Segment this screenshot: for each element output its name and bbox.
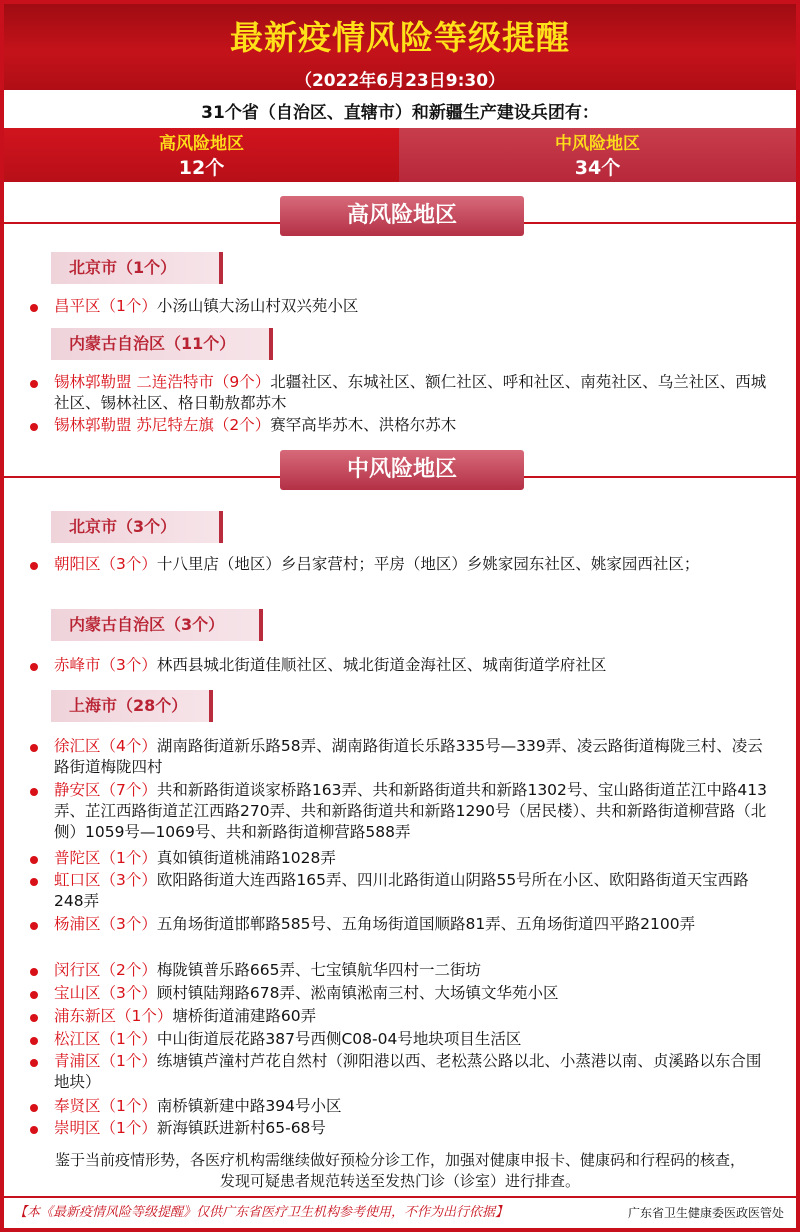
medium-risk-count-label: 中风险地区 xyxy=(555,134,640,154)
region-detail: 湖南路街道新乐路58弄、湖南路街道长乐路335号—339弄、凌云路街道梅陇三村、凌云路街道梅陇四村 xyxy=(54,737,763,776)
list-item xyxy=(36,415,776,436)
bullet-icon xyxy=(30,663,38,671)
province-beijing-high: 北京市（1个） xyxy=(51,252,223,284)
bullet-icon xyxy=(30,788,38,796)
list-item xyxy=(36,1029,776,1050)
region-detail: 中山街道辰花路387号西侧C08-04号地块项目生活区 xyxy=(156,1030,522,1048)
medium-risk-section-title: 中风险地区 xyxy=(280,450,524,490)
list-item xyxy=(36,655,776,676)
high-risk-section-header xyxy=(4,196,796,248)
region-name: 普陀区（1个） xyxy=(54,849,157,867)
medium-risk-count-box xyxy=(399,128,796,182)
region-detail: 赛罕高毕苏木、洪格尔苏木 xyxy=(270,416,457,434)
high-risk-count-label: 高风险地区 xyxy=(159,134,244,154)
region-detail: 真如镇街道桃浦路1028弄 xyxy=(156,849,336,867)
high-risk-count-value: 12个 xyxy=(178,157,225,179)
region-name: 锡林郭勒盟 苏尼特左旗（2个） xyxy=(54,416,271,434)
list-item xyxy=(36,372,776,414)
list-item xyxy=(36,914,776,935)
region-detail: 五角场街道邯郸路585号、五角场街道国顺路81弄、五角场街道四平路2100弄 xyxy=(156,915,696,933)
region-name: 浦东新区（1个） xyxy=(54,1007,173,1025)
region-detail: 共和新路街道谈家桥路163弄、共和新路街道共和新路1302号、宝山路街道芷江中路413弄、芷江西路街道芷江西路270弄、共和新路街道共和新路1290号（居民楼）、共和新路街道柳营路（北侧）1059号—1069号、共和新路街道柳营路588弄 xyxy=(54,781,767,841)
list-item xyxy=(36,870,776,912)
province-neimenggu-high: 内蒙古自治区（11个） xyxy=(51,328,273,360)
list-item xyxy=(36,1051,776,1093)
region-name: 昌平区（1个） xyxy=(54,297,157,315)
bullet-icon xyxy=(30,856,38,864)
region-name: 赤峰市（3个） xyxy=(54,656,157,674)
region-detail: 林西县城北街道佳顺社区、城北街道金海社区、城南街道学府社区 xyxy=(156,656,607,674)
region-detail: 顾村镇陆翔路678弄、淞南镇淞南三村、大场镇文华苑小区 xyxy=(156,984,559,1002)
high-risk-section-title: 高风险地区 xyxy=(280,196,524,236)
footer-note xyxy=(4,1150,796,1192)
list-item xyxy=(36,780,776,843)
list-item xyxy=(36,960,776,981)
region-name: 松江区（1个） xyxy=(54,1030,157,1048)
list-item xyxy=(36,736,776,778)
region-name: 杨浦区（3个） xyxy=(54,915,157,933)
footer-bar xyxy=(4,1196,796,1230)
region-detail: 练塘镇芦潼村芦花自然村（泖阳港以西、老松蒸公路以北、小蒸港以南、贞溪路以东合围地块） xyxy=(54,1052,762,1091)
bullet-icon xyxy=(30,1126,38,1134)
bullet-icon xyxy=(30,1037,38,1045)
province-neimenggu-medium: 内蒙古自治区（3个） xyxy=(51,609,263,641)
region-detail: 南桥镇新建中路394号小区 xyxy=(156,1097,342,1115)
header-banner xyxy=(4,4,796,90)
region-name: 静安区（7个） xyxy=(54,781,157,799)
department-signature: 广东省卫生健康委医政医管处 xyxy=(627,1206,784,1220)
footer-note-line2: 发现可疑患者规范转送至发热门诊（诊室）进行排查。 xyxy=(219,1172,580,1190)
list-item xyxy=(36,1006,776,1027)
bullet-icon xyxy=(30,1104,38,1112)
bullet-icon xyxy=(30,380,38,388)
list-item xyxy=(36,554,776,575)
disclaimer: 【本《最新疫情风险等级提醒》仅供广东省医疗卫生机构参考使用，不作为出行依据】 xyxy=(14,1205,509,1220)
region-name: 徐汇区（4个） xyxy=(54,737,157,755)
region-detail: 北疆社区、东城社区、额仁社区、呼和社区、南苑社区、乌兰社区、西城社区、锡林社区、格日勒敖都苏木 xyxy=(54,373,767,412)
summary-subtitle: 31个省（自治区、直辖市）和新疆生产建设兵团有： xyxy=(201,103,599,123)
list-item xyxy=(36,848,776,869)
province-shanghai-medium: 上海市（28个） xyxy=(51,690,213,722)
footer-note-line1: 鉴于当前疫情形势，各医疗机构需继续做好预检分诊工作，加强对健康申报卡、健康码和行程码的核查， xyxy=(54,1151,745,1169)
region-name: 锡林郭勒盟 二连浩特市（9个） xyxy=(54,373,271,391)
region-name: 宝山区（3个） xyxy=(54,984,157,1002)
region-name: 虹口区（3个） xyxy=(54,871,157,889)
high-risk-count-box xyxy=(4,128,399,182)
bullet-icon xyxy=(30,991,38,999)
bullet-icon xyxy=(30,423,38,431)
list-item xyxy=(36,296,776,317)
bullet-icon xyxy=(30,878,38,886)
list-item xyxy=(36,1118,776,1139)
medium-risk-count-value: 34个 xyxy=(574,157,621,179)
region-detail: 小汤山镇大汤山村双兴苑小区 xyxy=(156,297,359,315)
region-detail: 欧阳路街道大连西路165弄、四川北路街道山阴路55号所在小区、欧阳路街道天宝西路248弄 xyxy=(54,871,749,910)
update-date: （2022年6月23日9:30） xyxy=(294,71,506,91)
bullet-icon xyxy=(30,1014,38,1022)
bullet-icon xyxy=(30,304,38,312)
list-item xyxy=(36,1096,776,1117)
region-name: 奉贤区（1个） xyxy=(54,1097,157,1115)
bullet-icon xyxy=(30,744,38,752)
bullet-icon xyxy=(30,968,38,976)
region-detail: 十八里店（地区）乡吕家营村；平房（地区）乡姚家园东社区、姚家园西社区； xyxy=(156,555,700,573)
list-item xyxy=(36,983,776,1004)
bullet-icon xyxy=(30,1059,38,1067)
region-name: 朝阳区（3个） xyxy=(54,555,157,573)
region-detail: 梅陇镇普乐路665弄、七宝镇航华四村一二街坊 xyxy=(156,961,481,979)
bullet-icon xyxy=(30,562,38,570)
region-name: 青浦区（1个） xyxy=(54,1052,157,1070)
medium-risk-section-header xyxy=(4,450,796,502)
region-name: 闵行区（2个） xyxy=(54,961,157,979)
region-detail: 新海镇跃进新村65-68号 xyxy=(156,1119,326,1137)
region-detail: 塘桥街道浦建路60弄 xyxy=(172,1007,317,1025)
bullet-icon xyxy=(30,922,38,930)
province-beijing-medium: 北京市（3个） xyxy=(51,511,223,543)
region-name: 崇明区（1个） xyxy=(54,1119,157,1137)
page-title: 最新疫情风险等级提醒 xyxy=(230,18,570,57)
